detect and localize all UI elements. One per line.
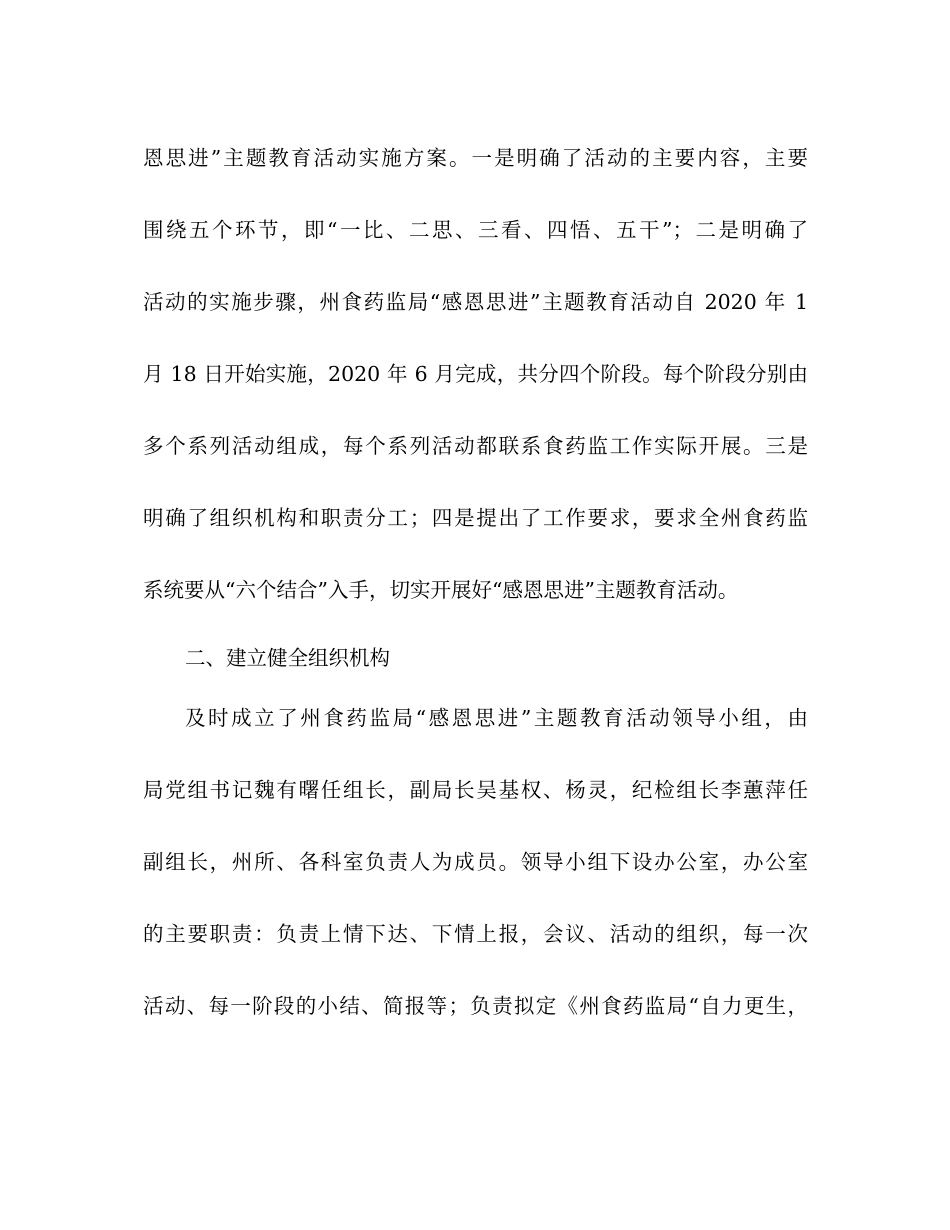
section-heading: 二、建立健全组织机构 — [185, 646, 390, 670]
paragraph2-line-1: 及时成立了州食药监局“感恩思进”主题教育活动领导小组，由 — [185, 706, 808, 730]
text-line-1: 恩思进”主题教育活动实施方案。一是明确了活动的主要内容，主要 — [143, 146, 808, 170]
paragraph2-line-2: 局党组书记魏有曙任组长，副局长吴基权、杨灵，纪检组长李蕙萍任 — [143, 778, 808, 802]
paragraph2-line-5: 活动、每一阶段的小结、简报等；负责拟定《州食药监局“自力更生， — [143, 994, 808, 1018]
text-line-3: 活动的实施步骤，州食药监局“感恩思进”主题教育活动自 2020 年 1 — [143, 290, 808, 314]
text-line-5: 多个系列活动组成，每个系列活动都联系食药监工作实际开展。三是 — [143, 434, 808, 458]
text-line-6: 明确了组织机构和职责分工；四是提出了工作要求，要求全州食药监 — [143, 506, 808, 530]
text-line-2: 围绕五个环节，即“一比、二思、三看、四悟、五干”；二是明确了 — [143, 218, 808, 242]
paragraph2-line-3: 副组长，州所、各科室负责人为成员。领导小组下设办公室，办公室 — [143, 850, 808, 874]
paragraph2-line-4: 的主要职责：负责上情下达、下情上报，会议、活动的组织，每一次 — [143, 922, 808, 946]
text-line-7: 系统要从“六个结合”入手，切实开展好“感恩思进”主题教育活动。 — [143, 578, 739, 602]
text-line-4: 月 18 日开始实施，2020 年 6 月完成，共分四个阶段。每个阶段分别由 — [143, 362, 808, 386]
